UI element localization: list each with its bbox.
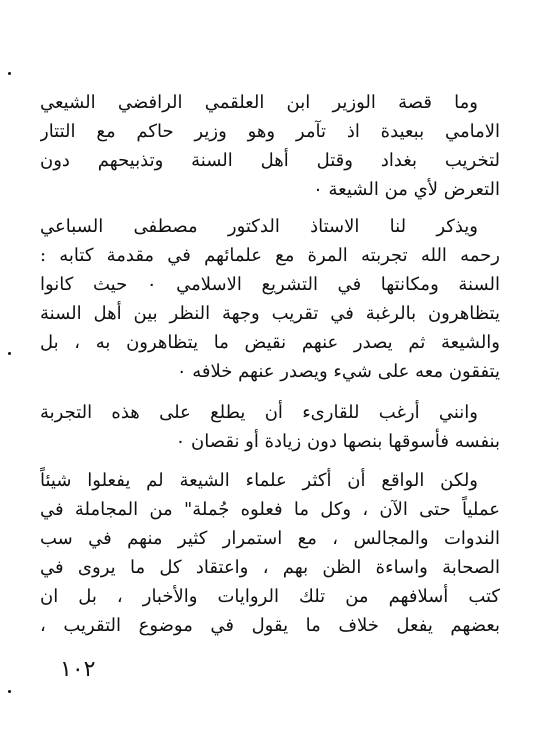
text-line: ولكن الواقع أن أكثر علماء الشيعة لم يفعلوا شيئاً bbox=[40, 470, 478, 491]
text-line: الصحابة واساءة الظن بهم ، واعتقاد كل ما يروى في bbox=[40, 557, 500, 578]
text-line: الامامي ببعيدة اذ تآمر وهو وزير حاكم مع التتار bbox=[40, 121, 500, 142]
text-line: يتظاهرون بالرغبة في تقريب وجهة النظر بين أهل السنة bbox=[40, 303, 500, 324]
text-line: لتخريب بغداد وقتل أهل السنة وتذبيحهم دون bbox=[40, 150, 500, 171]
paragraph-2 bbox=[40, 212, 500, 386]
text-line: الندوات والمجالس ، مع استمرار كثير منهم في سب bbox=[40, 528, 500, 549]
text-line: وانني أرغب للقارىء أن يطلع على هذه التجربة bbox=[40, 402, 479, 423]
text-line: رحمه الله تجربته المرة مع علمائهم في مقدمة كتابه : bbox=[40, 245, 500, 266]
text-line: والشيعة ثم يصدر عنهم نقيض ما يتظاهرون به ، بل bbox=[40, 332, 500, 353]
text-line: يتفقون معه على شيء ويصدر عنهم خلافه ٠ bbox=[176, 361, 500, 382]
margin-dot bbox=[8, 72, 11, 75]
text-line: كتب أسلافهم من تلك الروايات والأخبار ، بل ان bbox=[40, 586, 500, 607]
text-line: ويذكر لنا الاستاذ الدكتور مصطفى السباعي bbox=[40, 216, 478, 237]
paragraph-3 bbox=[40, 398, 500, 456]
margin-dot bbox=[8, 690, 11, 693]
page-number: ١٠٢ bbox=[60, 657, 96, 682]
paragraph-1 bbox=[40, 88, 500, 204]
text-line: وما قصة الوزير ابن العلقمي الرافضي الشيعي bbox=[40, 92, 478, 113]
text-line: السنة ومكانتها في التشريع الاسلامي ٠ حيث كانوا bbox=[40, 274, 500, 295]
text-line: عملياً حتى الآن ، وكل ما فعلوه جُملة" من المجاملة في bbox=[40, 499, 500, 520]
text-line: بنفسه فأسوقها بنصها دون زيادة أو نقصان ٠ bbox=[175, 431, 500, 452]
text-line: بعضهم يفعل خلاف ما يقول في موضوع التقريب ، bbox=[40, 615, 500, 636]
text-line: التعرض لأي من الشيعة ٠ bbox=[313, 179, 500, 200]
margin-dot bbox=[8, 352, 11, 355]
paragraph-4 bbox=[40, 466, 500, 640]
